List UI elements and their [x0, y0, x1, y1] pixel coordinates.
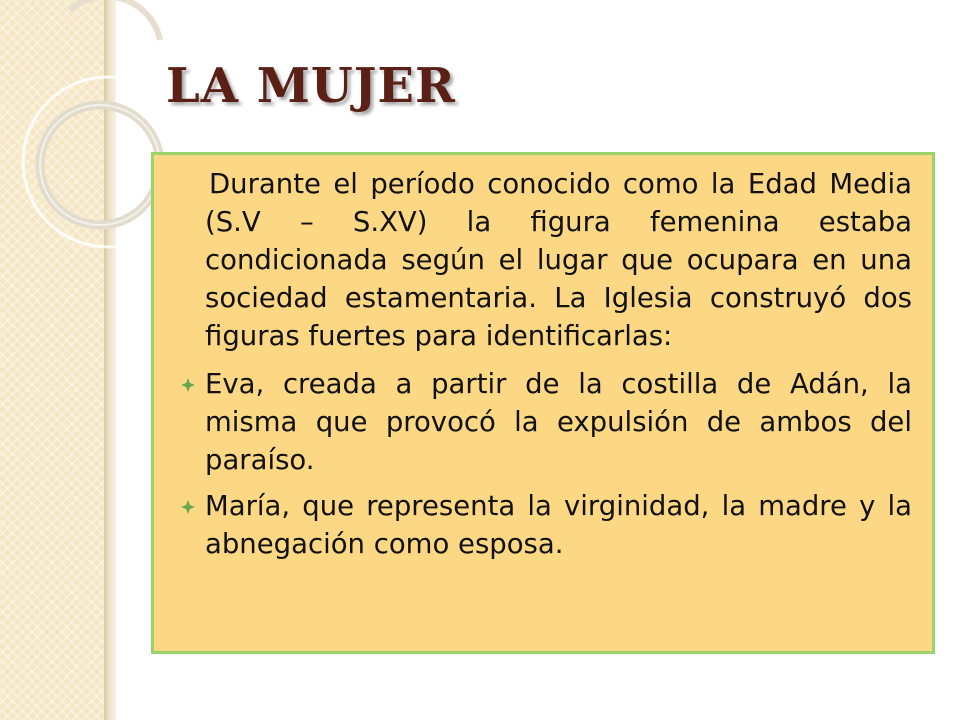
bullet-item-eva — [180, 365, 912, 479]
bullet-text: María, que representa la virginidad, la madre y la abnegación como esposa. — [205, 490, 912, 560]
diamond-bullet-icon — [180, 377, 196, 393]
diamond-bullet-icon — [180, 499, 196, 515]
bullet-text: Eva, creada a partir de la costilla de Adán, la misma que provocó la expulsión de ambos del paraíso. — [205, 368, 912, 476]
slide-title: LA MUJER — [166, 58, 456, 114]
intro-paragraph: Durante el período conocido como la Edad Media (S.V – S.XV) la figura femenina estaba condicionada según el lugar que ocupara en una sociedad estamentaria. La Iglesia construyó dos figuras fuertes para identificarlas: — [205, 168, 912, 352]
bullet-item-maria — [180, 487, 912, 563]
content-box — [151, 152, 935, 654]
